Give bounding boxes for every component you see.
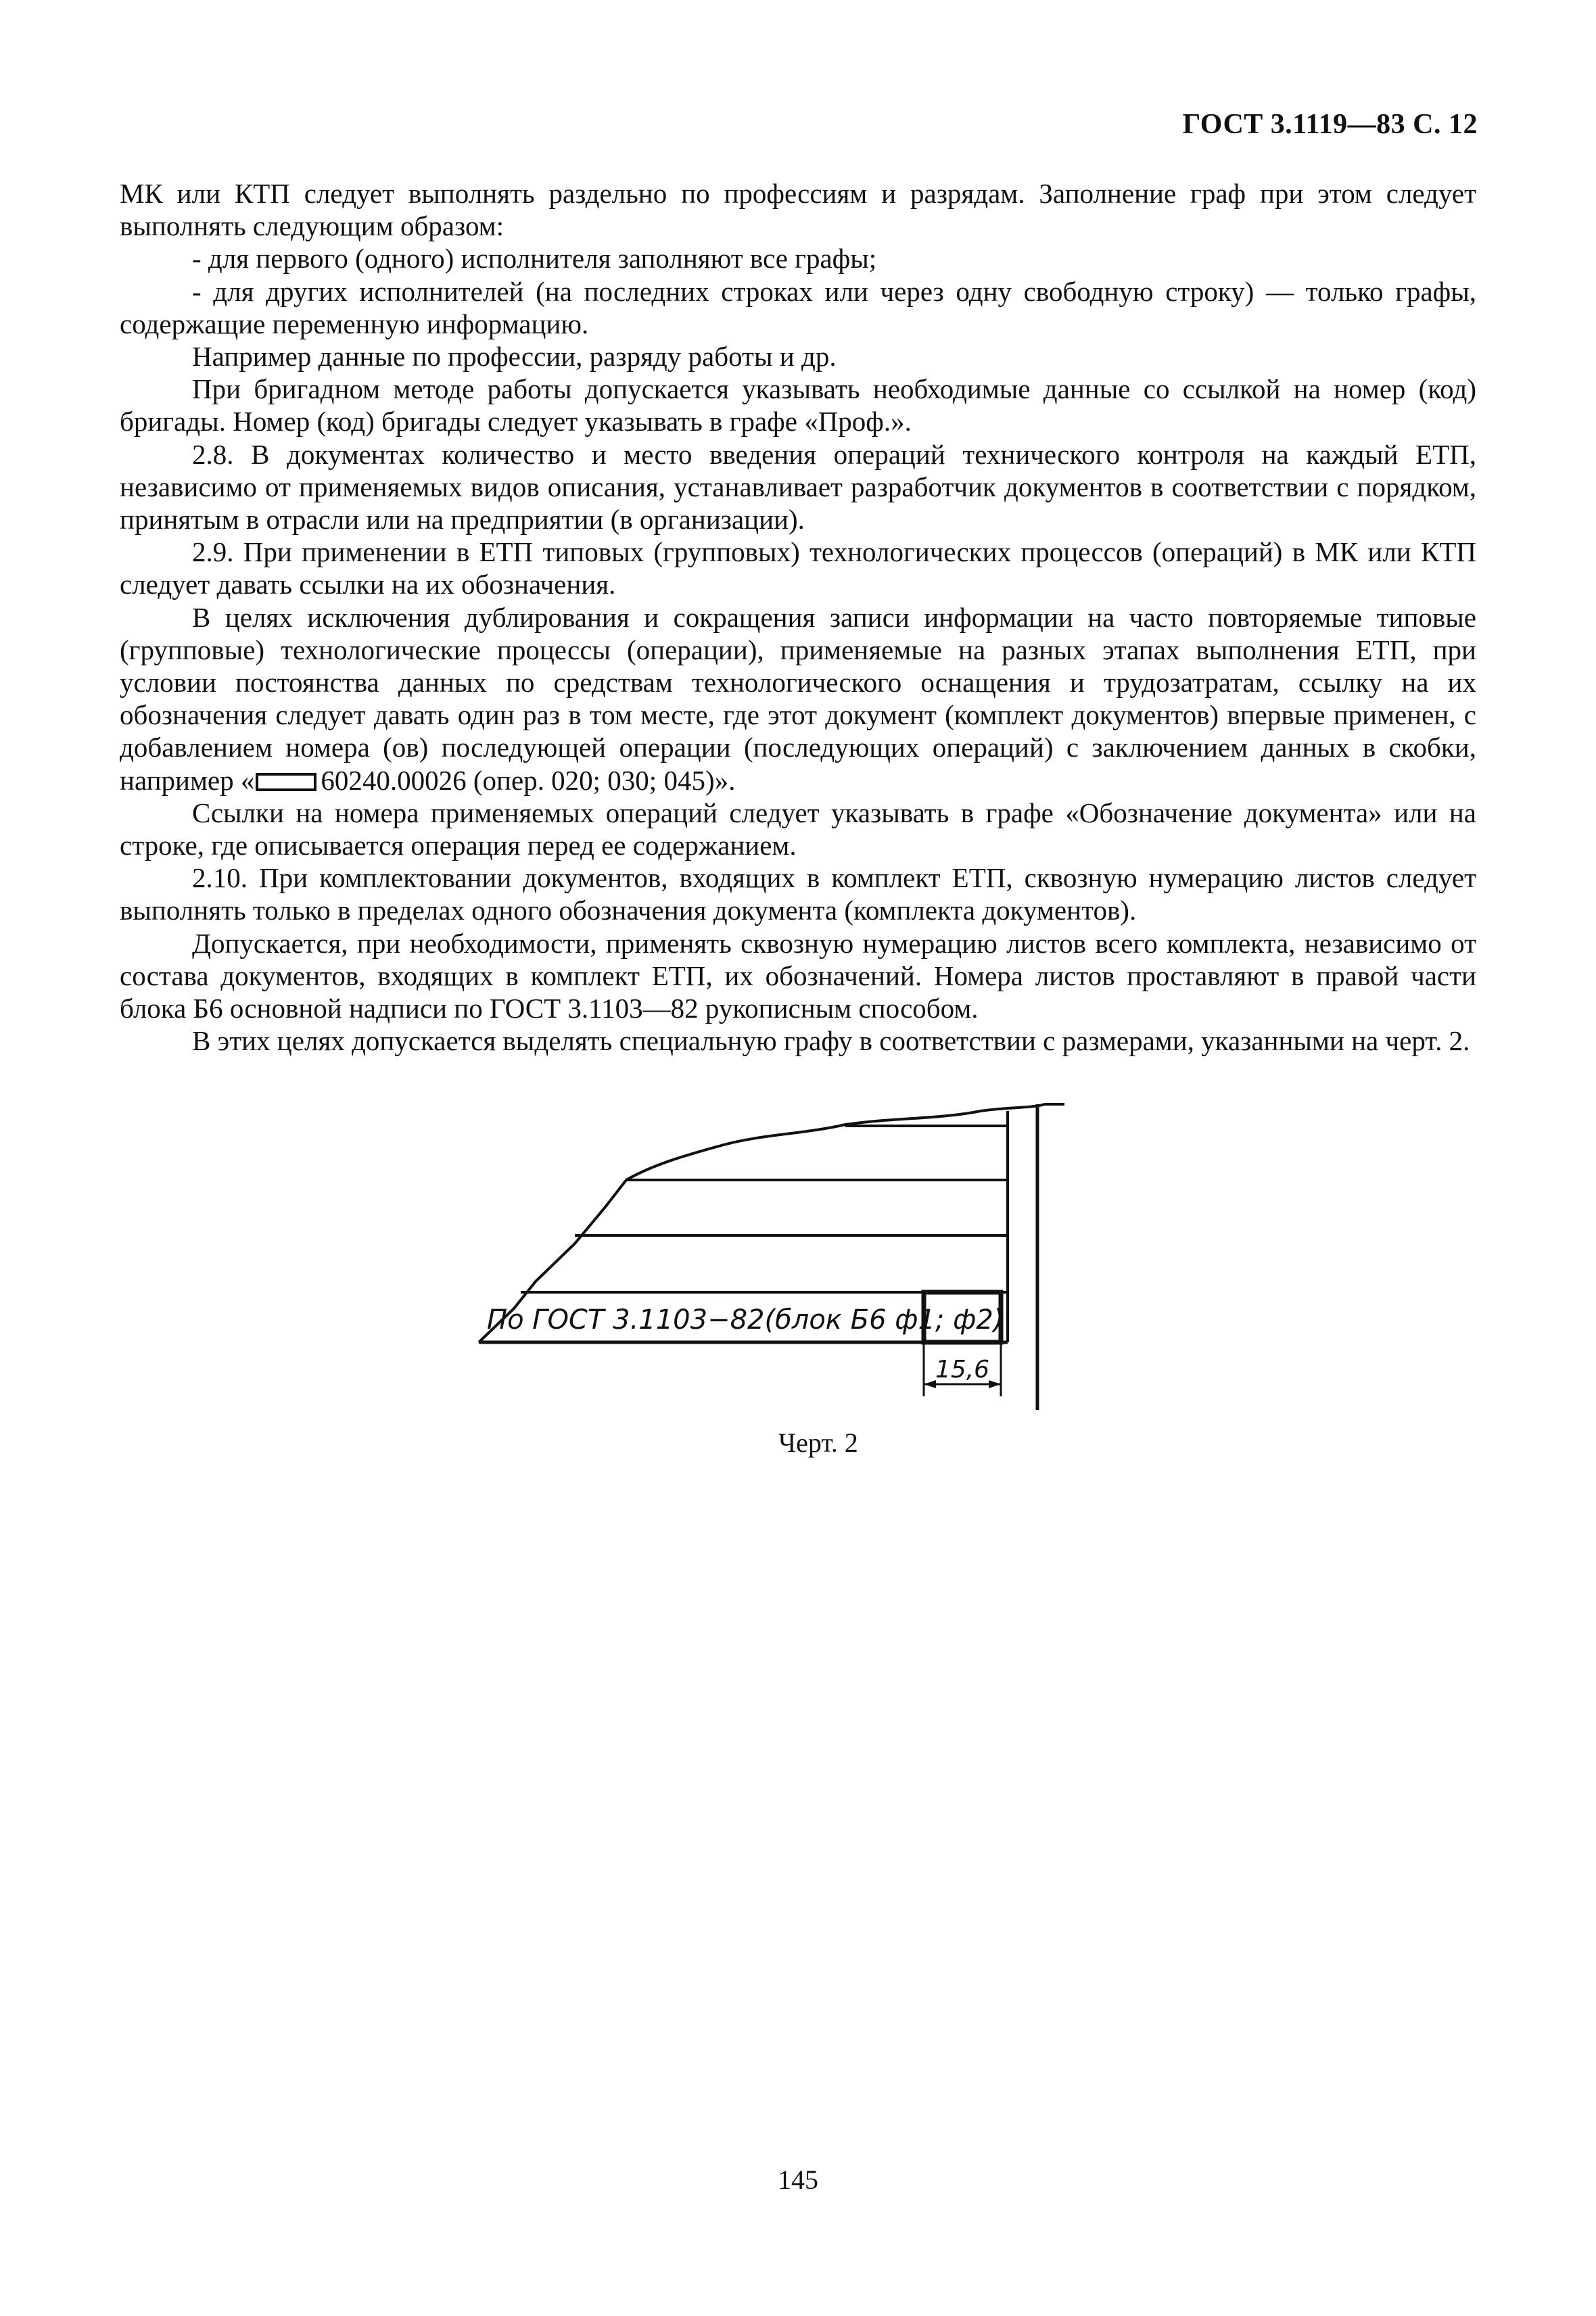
paragraph: При бригадном методе работы допускается указывать необходимые данные со ссылкой на номер (код) бригады. Номер (код) бригады следует указывать в графе «Проф.».	[120, 373, 1476, 438]
dimension-arrow-left	[924, 1380, 936, 1388]
paragraph-text-start: В целях исключения дублирования и сокращения записи информации на часто повторяемые типовые (групповые) технологические процессы (операции), применяемые на разных этапах выполнения ЕТП, при условии постоянства данных по средствам технологического оснащения и трудозатратам, ссылку на их обозначения следует давать один раз в том месте, где этот документ (комплект документов) впервые применен, с добавлением номера (ов) последующей операции (последующих операций) с заключением данных в скобки, например «	[120, 601, 1476, 796]
dimension-arrow-right	[989, 1380, 1001, 1388]
paragraph-text-end: 60240.00026 (опер. 020; 030; 045)».	[321, 764, 736, 796]
dimension-label: 15,6	[935, 1356, 990, 1384]
paragraph: Ссылки на номера применяемых операций следует указывать в графе «Обозначение документа» или на строке, где описывается операция перед ее содержанием.	[120, 797, 1476, 861]
section-2-8: 2.8. В документах количество и место введения операций технического контроля на каждый ЕТП, независимо от применяемых видов описания, устанавливает разработчик документов в соответствии с порядком, принятым в отрасли или на предприятии (в организации).	[120, 438, 1476, 536]
page-header: ГОСТ 3.1119—83 С. 12	[1182, 109, 1478, 140]
list-item: - для других исполнителей (на последних строках или через одну свободную строку) — только графы, содержащие переменную информацию.	[120, 275, 1476, 339]
document-code-box	[256, 773, 316, 791]
title-block-drawing	[467, 1092, 1143, 1410]
body-text	[120, 177, 1476, 1057]
page-number: 145	[778, 2165, 818, 2195]
paragraph	[120, 601, 1476, 797]
paragraph: Допускается, при необходимости, применять сквозную нумерацию листов всего комплекта, независимо от состава документов, входящих в комплект ЕТП, их обозначений. Номера листов проставляют в правой части блока Б6 основной надписи по ГОСТ 3.1103—82 рукописным способом.	[120, 927, 1476, 1024]
section-2-9: 2.9. При применении в ЕТП типовых (групповых) технологических процессов (операций) в МК или КТП следует давать ссылки на их обозначения.	[120, 536, 1476, 600]
drawing-label: По ГОСТ 3.1103−82(блок Б6 ф1; ф2)	[487, 1304, 1004, 1336]
paragraph: МК или КТП следует выполнять раздельно по профессиям и разрядам. Заполнение граф при этом следует выполнять следующим образом:	[120, 178, 1476, 242]
section-2-10: 2.10. При комплектовании документов, входящих в комплект ЕТП, сквозную нумерацию листов следует выполнять только в пределах одного обозначения документа (комплекта документов).	[120, 862, 1476, 926]
list-item: - для первого (одного) исполнителя заполняют все графы;	[192, 243, 877, 275]
paragraph: Например данные по профессии, разряду работы и др.	[192, 341, 837, 373]
paragraph: В этих целях допускается выделять специальную графу в соответствии с размерами, указанными на черт. 2.	[192, 1025, 1470, 1057]
figure-caption: Черт. 2	[778, 1427, 858, 1458]
drawing-svg	[467, 1092, 1143, 1410]
